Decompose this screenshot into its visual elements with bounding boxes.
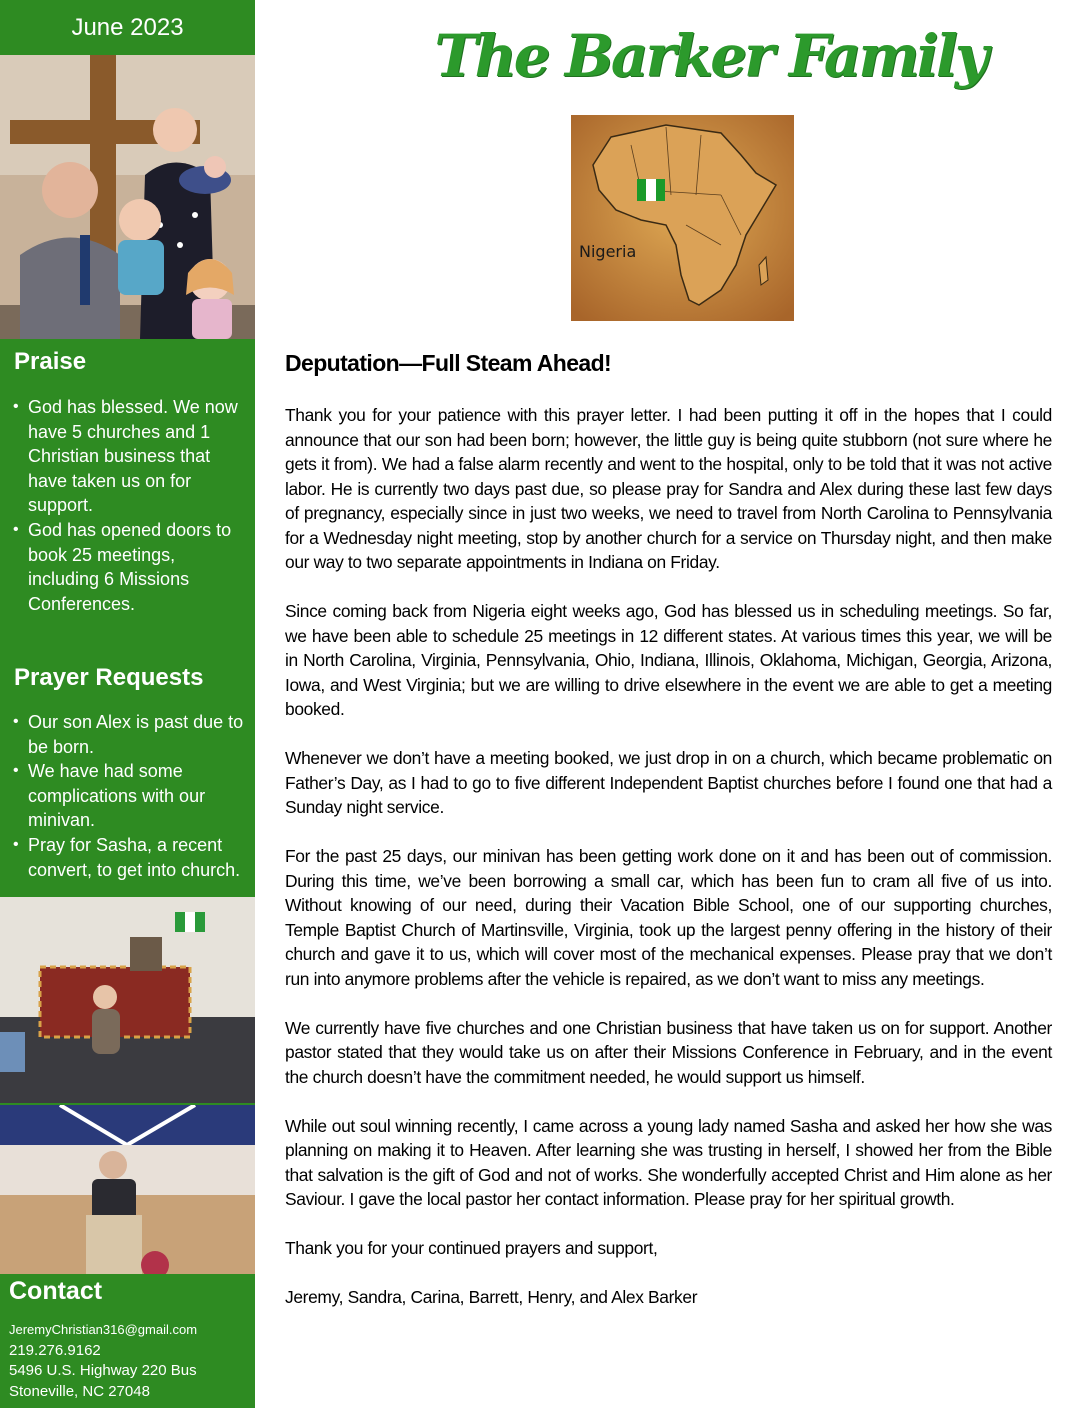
list-item: • God has blessed. We now have 5 churches and 1 Christian business that have taken us on for support.: [28, 395, 248, 518]
article-headline: Deputation—Full Steam Ahead!: [285, 350, 612, 376]
list-item: • We have had some complications with our minivan.: [28, 759, 248, 833]
kids-church-photo: [0, 897, 255, 1103]
list-item: • Pray for Sasha, a recent convert, to get into church.: [28, 833, 248, 882]
praise-list: [0, 395, 248, 616]
page-title: The Barker Family: [434, 22, 986, 90]
email-link[interactable]: JeremyChristian316@gmail.com: [9, 1322, 198, 1337]
article-body: [285, 403, 1052, 1334]
contact-heading: Contact: [9, 1277, 103, 1305]
prayer-requests-list: [0, 710, 248, 882]
paragraph: Thank you for your patience with this prayer letter. I had been putting it off in the hopes that I could announce that our son had been born; however, the little guy is being quite stubborn (not sure where he gets it from). We had a false alarm recently and went to the hospital, only to be told that it was not active labor. He is currently two days past due, so please pray for Sandra and Alex during these last few days of pregnancy, especially since in just two weeks, we need to travel from North Carolina to Pennsylvania for a Wednesday night meeting, stop by another church for a service on Thursday night, and then make our way to two separate appointments in Indiana on Friday.: [285, 405, 1052, 572]
map-label: Nigeria: [579, 242, 637, 261]
address-line-1: 5496 U.S. Highway 220 Bus: [9, 1362, 197, 1379]
list-item: • Our son Alex is past due to be born.: [28, 710, 248, 759]
family-photo: [0, 55, 255, 339]
address-line-2: Stoneville, NC 27048: [9, 1382, 150, 1400]
paragraph: We currently have five churches and one Christian business that have taken us on for support. Another pastor stated that they would take us on after their Missions Conference in February, and in the event the church doesn’t have the commitment needed, he would support us himself.: [285, 1017, 1052, 1087]
signature: Jeremy, Sandra, Carina, Barrett, Henry, and Alex Barker: [285, 1287, 698, 1307]
paragraph: For the past 25 days, our minivan has been getting work done on it and has been out of commission. During this time, we’ve been borrowing a small car, which has been fun to cram all five of us into. Without knowing of our need, during their Vacation Bible School, one of our supporting churches, Temple Baptist Church of Martinsville, Virginia, took up the largest penny offering in the history of their church and gave it to us, which will cover most of the mechanical expenses. Please pray that we don’t run into anymore problems after the vehicle is repaired, as we don’t want to miss any meetings.: [285, 846, 1052, 989]
africa-map-image: [571, 115, 794, 321]
sidebar: [0, 0, 255, 1408]
contact-info: [9, 1320, 197, 1402]
paragraph: Since coming back from Nigeria eight weeks ago, God has blessed us in scheduling meetings. So far, we have been able to schedule 25 meetings in 12 different states. At various times this year, we will be in North Carolina, Virginia, Pennsylvania, Ohio, Indiana, Illinois, Oklahoma, Michigan, Georgia, Arizona, Iowa, and West Virginia; but we are willing to drive elsewhere in the event we are able to get a meeting booked.: [285, 601, 1052, 719]
closing-line: Thank you for your continued prayers and support,: [285, 1238, 658, 1258]
list-item: • God has opened doors to book 25 meetings, including 6 Missions Conferences.: [28, 518, 248, 616]
preaching-photo: [0, 1105, 255, 1274]
paragraph: While out soul winning recently, I came across a young lady named Sasha and asked her how she was planning on making it to Heaven. After learning she was trusting in herself, I showed her from the Bible that salvation is the gift of God and not of works. She wonderfully accepted Christ and Him alone as her Saviour. I gave the local pastor her contact information. Please pray for her spiritual growth.: [285, 1115, 1052, 1209]
paragraph: Whenever we don’t have a meeting booked, we just drop in on a church, which became problematic on Father’s Day, as I had to go to five different Independent Baptist churches before I found one that had a Sunday night service.: [285, 748, 1052, 817]
prayer-requests-heading: Prayer Requests: [14, 664, 204, 691]
phone-number: 219.276.9162: [9, 1341, 101, 1359]
newsletter-date: June 2023: [71, 14, 184, 41]
praise-heading: Praise: [14, 348, 87, 375]
